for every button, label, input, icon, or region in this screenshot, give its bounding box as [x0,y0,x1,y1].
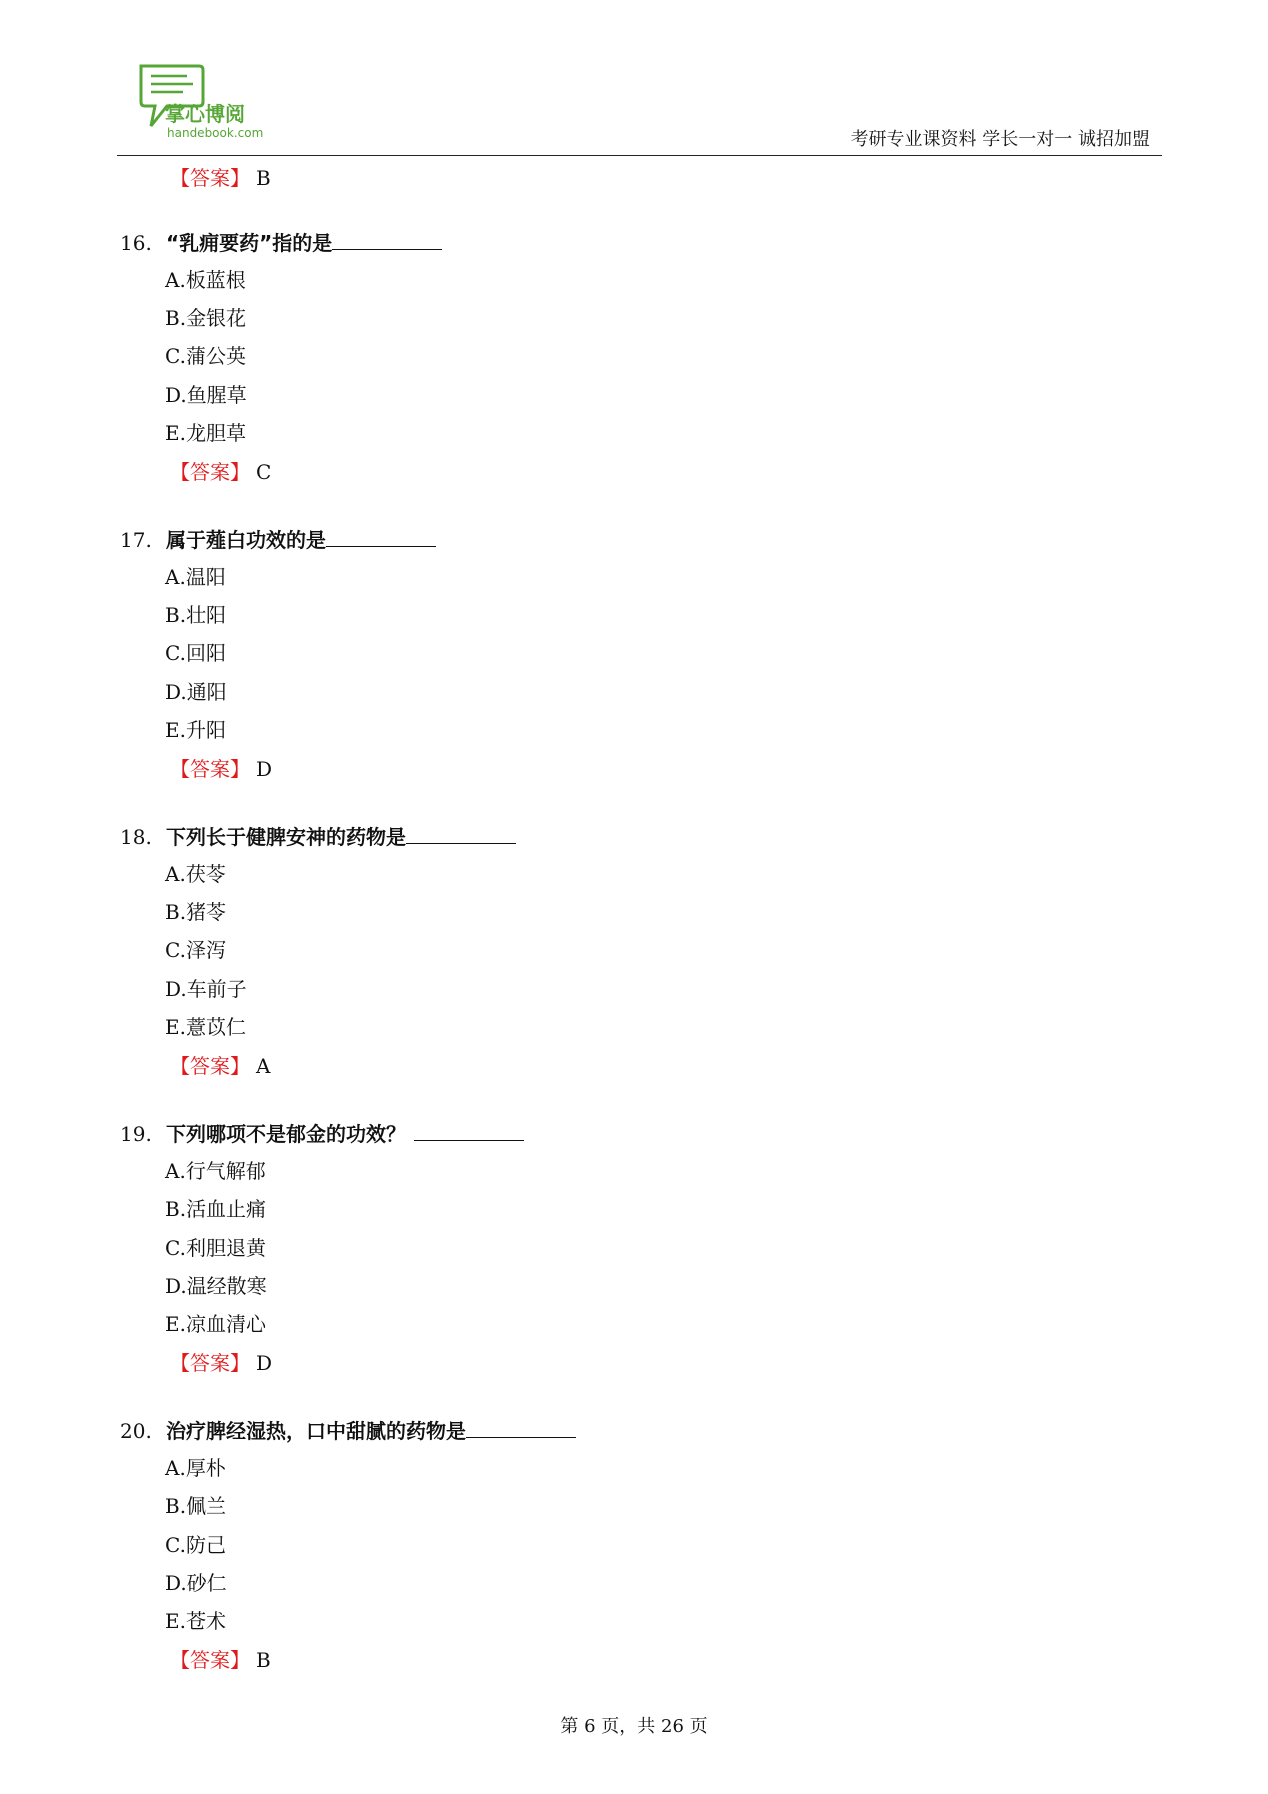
option-d [165,1571,227,1595]
answer-blank [414,1122,524,1141]
option-e [165,1015,246,1039]
option-d [165,1274,267,1298]
option-letter: C. [165,1533,186,1557]
option-text: 回阳 [185,641,226,665]
question-stem: 属于薤白功效的是 [166,528,326,552]
option-letter: E. [165,1015,186,1039]
option-text: 厚朴 [185,1456,226,1480]
option-e [165,1609,226,1633]
option-text: 温阳 [185,565,226,589]
option-letter: D. [165,1571,187,1595]
option-b [165,603,226,627]
option-letter: D. [165,977,187,1001]
question-stem: “乳痈要药”指的是 [166,231,333,255]
question-18 [120,825,516,849]
question-19 [120,1122,524,1146]
answer-value: B [256,1648,271,1672]
logo-domain: handebook.com [167,126,264,140]
option-letter: B. [165,306,187,330]
option-text: 防己 [185,1533,226,1557]
option-letter: A. [165,268,186,292]
option-text: 行气解郁 [185,1159,266,1183]
question-20 [120,1419,576,1443]
option-text: 温经散寒 [186,1274,267,1298]
option-text: 凉血清心 [185,1312,266,1336]
option-letter: E. [165,421,186,445]
option-b [165,900,226,924]
option-letter: C. [165,344,186,368]
option-b [165,1197,266,1221]
option-d [165,680,227,704]
option-text: 猪苓 [186,900,227,924]
question-number: 18. [120,825,152,849]
option-letter: D. [165,680,187,704]
answer-17 [170,757,272,781]
option-text: 壮阳 [186,603,227,627]
option-e [165,421,246,445]
option-text: 金银花 [186,306,247,330]
option-text: 通阳 [186,680,227,704]
option-d [165,383,247,407]
option-a [165,1159,266,1183]
option-a [165,862,226,886]
answer-blank [326,528,436,547]
option-letter: B. [165,900,187,924]
answer-blank [466,1419,576,1438]
answer-value: A [256,1054,271,1078]
answer-value: C [256,460,272,484]
answer-value: B [256,166,271,190]
option-text: 板蓝根 [185,268,246,292]
option-text: 活血止痛 [186,1197,267,1221]
answer-tag: 【答案】 [170,1648,250,1672]
question-number: 19. [120,1122,152,1146]
option-letter: A. [165,1159,186,1183]
question-number: 17. [120,528,152,552]
option-text: 苍术 [185,1609,226,1633]
answer-blank [332,231,442,250]
question-16 [120,231,442,255]
option-c [165,1533,226,1557]
option-text: 升阳 [185,718,226,742]
option-letter: B. [165,1197,187,1221]
question-17 [120,528,436,552]
option-letter: A. [165,862,186,886]
question-stem: 下列长于健脾安神的药物是 [166,825,406,849]
option-letter: C. [165,938,186,962]
logo-name: 掌心博阅 [165,102,245,126]
answer-value: D [256,1351,273,1375]
option-text: 茯苓 [185,862,226,886]
option-b [165,1494,226,1518]
option-e [165,718,226,742]
option-text: 薏苡仁 [185,1015,246,1039]
previous-answer [170,166,271,190]
option-text: 泽泻 [185,938,226,962]
option-a [165,1456,226,1480]
option-text: 车前子 [186,977,247,1001]
question-stem: 下列哪项不是郁金的功效？ [166,1122,406,1146]
answer-20 [170,1648,271,1672]
answer-tag: 【答案】 [170,166,250,190]
header-slogan: 考研专业课资料 学长一对一 诚招加盟 [850,129,1150,150]
option-letter: D. [165,383,187,407]
answer-tag: 【答案】 [170,460,250,484]
option-e [165,1312,266,1336]
option-d [165,977,247,1001]
option-a [165,268,246,292]
question-number: 16. [120,231,152,255]
option-letter: B. [165,1494,187,1518]
option-c [165,938,226,962]
answer-blank [406,825,516,844]
option-letter: C. [165,641,186,665]
option-letter: B. [165,603,187,627]
answer-tag: 【答案】 [170,1054,250,1078]
answer-tag: 【答案】 [170,757,250,781]
option-text: 佩兰 [186,1494,227,1518]
option-text: 龙胆草 [185,421,246,445]
option-letter: A. [165,1456,186,1480]
option-c [165,641,226,665]
answer-18 [170,1054,270,1078]
answer-tag: 【答案】 [170,1351,250,1375]
option-letter: E. [165,718,186,742]
page-footer: 第 6 页，共 26 页 [560,1716,708,1737]
option-letter: E. [165,1312,186,1336]
question-number: 20. [120,1419,152,1443]
option-text: 砂仁 [186,1571,227,1595]
option-letter: D. [165,1274,187,1298]
option-c [165,1236,266,1260]
header-divider [117,155,1162,156]
question-stem: 治疗脾经湿热，口中甜腻的药物是 [166,1419,466,1443]
option-c [165,344,246,368]
option-letter: E. [165,1609,186,1633]
option-b [165,306,246,330]
page-header [117,56,1162,156]
answer-value: D [256,757,273,781]
answer-16 [170,460,271,484]
option-letter: C. [165,1236,186,1260]
option-text: 鱼腥草 [186,383,247,407]
option-text: 利胆退黄 [185,1236,266,1260]
answer-19 [170,1351,272,1375]
option-text: 蒲公英 [185,344,246,368]
option-letter: A. [165,565,186,589]
option-a [165,565,226,589]
